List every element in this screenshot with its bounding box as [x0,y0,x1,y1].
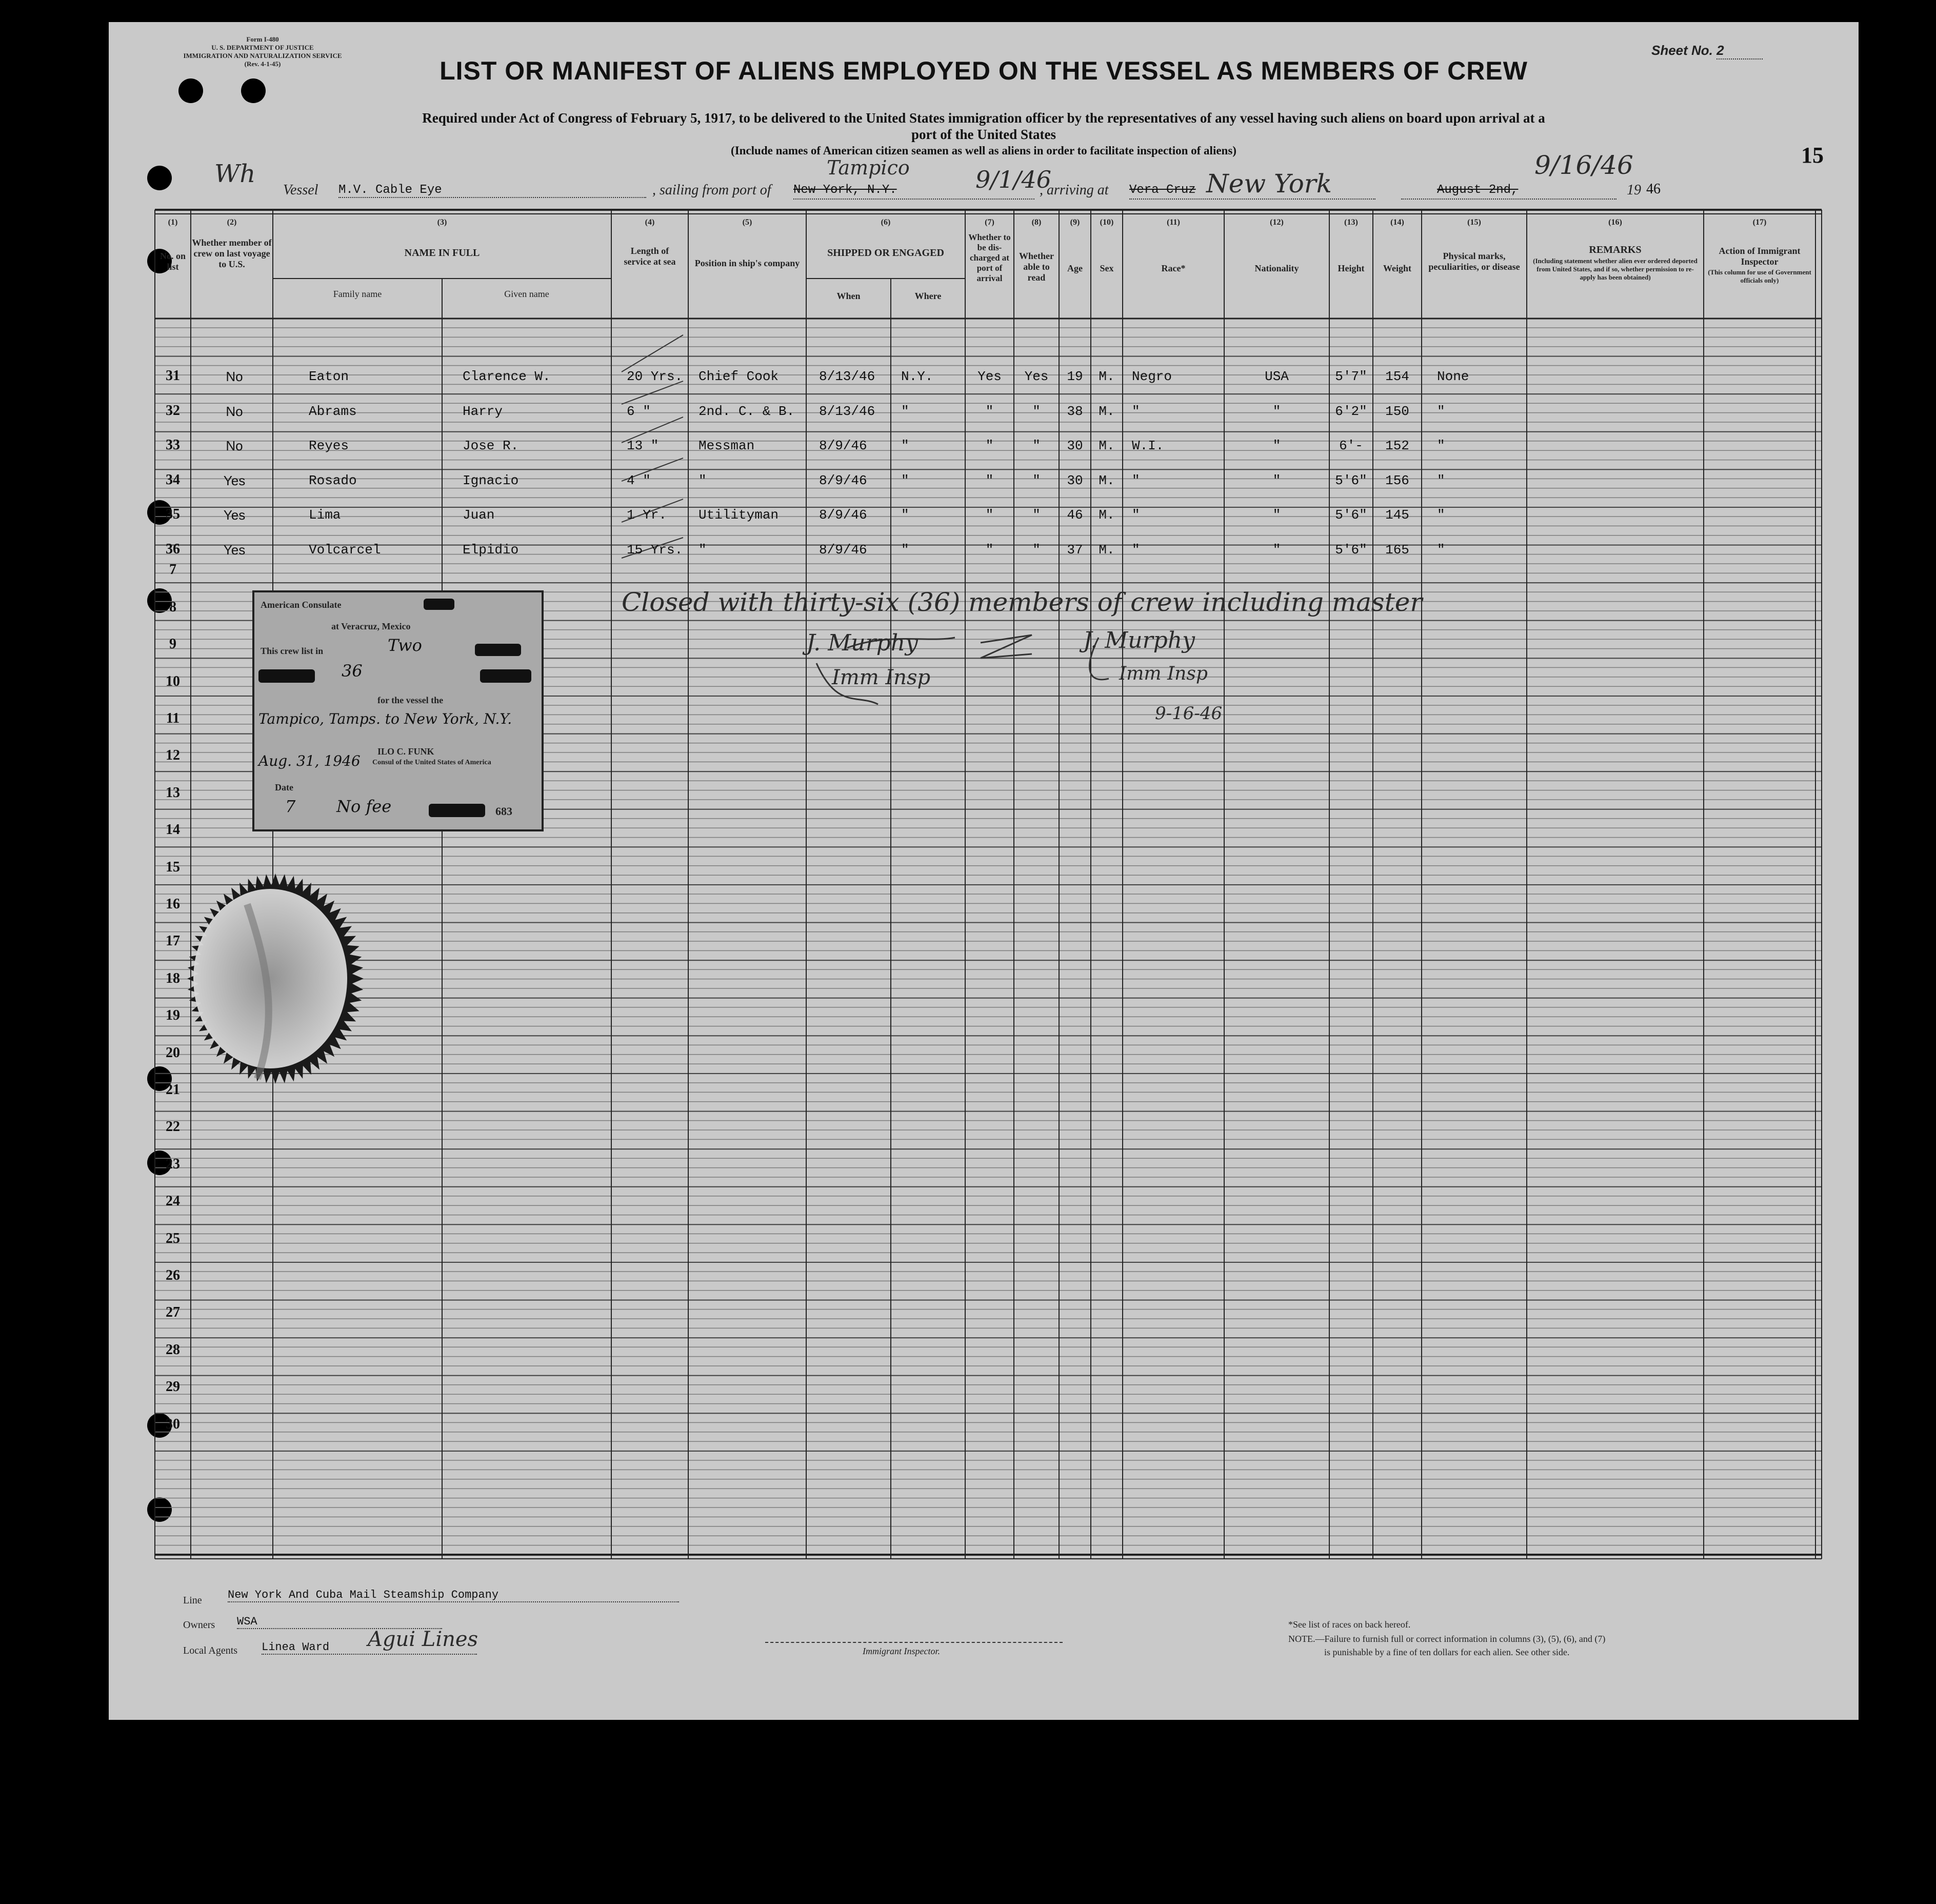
cell-height: 6'- [1339,438,1363,454]
notary-seal [186,863,365,1094]
stamp-blot [480,669,531,683]
row-number: 25 [166,1230,180,1246]
col-head-15: Physical marks, peculiarities, or disease [1428,251,1520,272]
col-num-16: (16) [1608,218,1622,227]
cell-given: Clarence W. [463,369,551,384]
cell-nationality: " [1272,507,1281,523]
cell-height: 5'6" [1335,507,1367,523]
row-number: 26 [166,1267,180,1283]
cell-sex: M. [1099,507,1115,523]
row-number: 14 [166,822,180,838]
row-number: 23 [166,1156,180,1172]
cell-service: 13 " [627,438,659,454]
cell-weight: 150 [1385,403,1409,419]
stamp-fee: No fee [336,797,392,816]
col-num-17: (17) [1752,218,1767,227]
col-num-13: (13) [1344,218,1358,227]
cell-when: 8/13/46 [819,369,875,384]
cell-height: 5'6" [1335,542,1367,558]
row-number: 35 [166,506,180,523]
col-head-3: NAME IN FULL [404,247,480,259]
row-number: 16 [166,896,180,912]
cell-service: 20 Yrs. [627,369,683,384]
cell-service: 4 " [627,472,651,488]
row-number: 36 [166,541,180,557]
stamp-consul-title: Consul of the United States of America [372,759,491,766]
stamp-line-4-value: 36 [342,661,363,681]
row-number: 13 [166,784,180,801]
stamp-line-3-value: Two [388,636,422,655]
cell-sex: M. [1099,542,1115,558]
footer-owners-value: WSA [237,1615,442,1629]
cell-nationality: " [1272,472,1281,488]
row-number: 31 [166,368,180,384]
stamp-route: Tampico, Tamps. to New York, N.Y. [258,710,512,727]
col-num-14: (14) [1390,218,1404,227]
footer-note-3: is punishable by a fine of ten dollars for each alien. See other side. [1324,1647,1570,1657]
cell-when: 8/13/46 [819,403,875,419]
col-num-9: (9) [1070,218,1080,227]
sailing-port-typed: New York, N.Y. [793,183,897,197]
consulate-stamp [252,590,544,831]
col-num-10: (10) [1100,218,1114,227]
sailing-port-handwritten: Tampico [827,156,910,179]
row-number: 30 [166,1416,180,1432]
row-number: 11 [166,710,180,726]
cell-family: Volcarcel [309,542,381,558]
col-head-10: Sex [1100,263,1114,273]
col-head-9: Age [1067,263,1083,273]
subtitle-line-3: (Include names of American citizen seamen as well as aliens in order to facilitate inspection of aliens) [731,144,1236,157]
closed-note: Closed with thirty-six (36) members of crew including master [622,587,1423,617]
col-head-14: Weight [1383,263,1411,273]
col-head-given: Given name [504,289,549,299]
col-head-where: Where [914,291,942,301]
col-num-12: (12) [1270,218,1284,227]
stamp-date-label: Date [275,782,293,792]
cell-marks: " [1437,542,1445,558]
cell-weight: 156 [1385,472,1409,488]
cell-race: " [1132,403,1140,419]
cell-weight: 152 [1385,438,1409,454]
cell-sex: M. [1099,438,1115,454]
footer-inspector-label: Immigrant Inspector. [863,1646,940,1656]
document-title: LIST OR MANIFEST OF ALIENS EMPLOYED ON THE VESSEL AS MEMBERS OF CREW [440,56,1528,85]
cell-given: Elpidio [463,542,519,558]
col-head-12: Nationality [1254,263,1299,273]
cell-last: Yes [223,507,246,523]
cell-nationality: USA [1265,369,1289,384]
service: IMMIGRATION AND NATURALIZATION SERVICE [183,52,342,60]
row-number: 17 [166,933,180,949]
sheet-label: Sheet No. [1651,43,1713,58]
col-num-11: (11) [1167,218,1180,227]
arriving-label: , arriving at [1040,182,1109,198]
row-number: 33 [166,437,180,453]
footer-line-label: Line [183,1595,202,1606]
cell-family: Reyes [309,438,349,454]
cell-nationality: " [1272,438,1281,454]
sailing-date-handwritten: 9/1/46 [975,166,1052,193]
cell-weight: 154 [1385,369,1409,384]
subtitle-line-1: Required under Act of Congress of February 5, 1917, to be delivered to the United States immigration officer by the representatives of any vessel having such aliens on board upon arrival at a [422,110,1545,126]
cell-age: 30 [1067,472,1083,488]
cell-weight: 145 [1385,507,1409,523]
year-prefix: 19 [1627,182,1641,198]
col-head-8: Whether able to read [1019,251,1054,283]
cell-when: 8/9/46 [819,507,867,523]
cell-discharged: Yes [977,369,1002,384]
col-num-2: (2) [227,218,237,227]
cell-where: " [901,403,909,419]
footer-line-value: New York And Cuba Mail Steamship Company [228,1589,679,1602]
row-number: 21 [166,1082,180,1098]
col-note-17: (This column for use of Government officials only) [1708,268,1811,284]
cell-given: Juan [463,507,495,523]
vessel-label: Vessel [283,182,318,198]
cell-age: 46 [1067,507,1083,523]
cell-service: 15 Yrs. [627,542,683,558]
cell-when: 8/9/46 [819,542,867,558]
col-head-4: Length of service at sea [624,246,676,267]
arrival-date-handwritten: 9/16/46 [1534,150,1633,180]
footer-note-2: NOTE.—Failure to furnish full or correct information in columns (3), (5), (6), and (7) [1288,1634,1606,1644]
cell-position: 2nd. C. & B. [698,403,795,419]
col-note-16: (Including statement whether alien ever ordered deported from United States, and if so, whether permission to re-apply has been obtained) [1533,257,1698,281]
cell-position: " [698,542,707,558]
row-number: 12 [166,747,180,764]
col-head-6: SHIPPED OR ENGAGED [827,247,944,259]
row-number: 29 [166,1379,180,1395]
cell-last: No [226,403,243,419]
col-head-1: No. on list [159,251,186,272]
cell-discharged: " [985,438,994,454]
cell-marks: " [1437,507,1445,523]
stamp-blot [475,644,521,656]
cell-where: " [901,438,909,454]
col-head-13: Height [1338,263,1365,273]
col-num-15: (15) [1467,218,1481,227]
col-head-17: Action of Immigrant Inspector [1719,246,1801,267]
footer-agents-handwritten: Agui Lines [368,1628,478,1651]
cell-sex: M. [1099,369,1115,384]
cell-read: " [1032,542,1041,558]
cell-position: Chief Cook [698,369,779,384]
inspector-signature-line [765,1642,1063,1643]
stamp-date: Aug. 31, 1946 [258,752,361,769]
row-number: 28 [166,1341,180,1358]
row-number: 10 [166,673,180,689]
cell-read: " [1032,438,1041,454]
arrival-date-typed: August 2nd, [1437,183,1519,197]
cell-discharged: " [985,507,994,523]
cell-race: " [1132,542,1140,558]
cell-race: " [1132,472,1140,488]
cell-sex: M. [1099,403,1115,419]
cell-discharged: " [985,403,994,419]
cell-height: 5'7" [1335,369,1367,384]
year-suffix: 46 [1646,181,1661,197]
vessel-name: M.V. Cable Eye [338,183,646,198]
signature-2-title: Imm Insp [1119,663,1208,684]
stamp-line-5: for the vessel the [377,695,444,705]
cell-race: W.I. [1132,438,1164,454]
cell-discharged: " [985,542,994,558]
footer-agents-label: Local Agents [183,1645,238,1656]
cell-service: 1 Yr. [627,507,667,523]
row-number: 22 [166,1119,180,1135]
cell-race: " [1132,507,1140,523]
cell-given: Ignacio [463,472,519,488]
signature-1: J. Murphy [806,630,918,656]
col-num-4: (4) [645,218,655,227]
cell-where: " [901,542,909,558]
footer-owners-label: Owners [183,1619,215,1631]
row-number: 34 [166,471,180,488]
cell-read: " [1032,403,1041,419]
footer-agents-value: Linea Ward [262,1641,477,1655]
cell-position: Messman [698,438,755,454]
cell-given: Harry [463,403,503,419]
stamp-service-no: 7 [285,797,296,816]
arriving-port-typed: Vera Cruz [1129,183,1196,197]
form-number: Form I-480 [246,35,279,43]
cell-age: 37 [1067,542,1083,558]
subtitle-line-2: port of the United States [911,127,1056,142]
cell-family: Abrams [309,403,357,419]
cell-nationality: " [1272,403,1281,419]
col-num-1: (1) [168,218,178,227]
cell-family: Rosado [309,472,357,488]
row-number: 32 [166,402,180,419]
vessel-initials: Wh [214,160,256,188]
stamp-line-1: American Consulate [261,600,342,610]
cell-marks: " [1437,472,1445,488]
col-head-16: REMARKS [1589,244,1642,255]
cell-when: 8/9/46 [819,472,867,488]
cell-last: No [226,438,243,454]
stamp-line-2: at Veracruz, Mexico [331,621,411,631]
col-head-when: When [836,291,861,301]
row-number: 9 [169,636,176,652]
cell-marks: None [1437,369,1469,384]
cell-family: Eaton [309,369,349,384]
cell-marks: " [1437,438,1445,454]
stamp-blot [258,669,315,683]
stamp-blot [429,804,485,817]
cell-last: Yes [223,472,246,488]
cell-read: " [1032,472,1041,488]
signature-2: J. Murphy [1083,627,1195,653]
department: U. S. DEPARTMENT OF JUSTICE [211,44,314,51]
col-num-5: (5) [742,218,752,227]
cell-last: No [226,369,243,384]
cell-where: " [901,472,909,488]
stamp-consul: ILO C. FUNK [377,746,434,757]
revision: (Rev. 4-1-45) [244,60,281,68]
sailing-label: , sailing from port of [652,182,771,198]
cell-family: Lima [309,507,341,523]
arriving-port-handwritten: New York [1206,169,1332,199]
cell-where: N.Y. [901,369,933,384]
col-num-3: (3) [437,218,447,227]
cell-nationality: " [1272,542,1281,558]
col-head-5: Position in ship's company [694,258,800,268]
col-num-7: (7) [985,218,994,227]
cell-discharged: " [985,472,994,488]
row-number: 18 [166,970,180,986]
row-number: 8 [169,599,176,615]
cell-race: Negro [1132,369,1172,384]
stamp-fee-no: 683 [495,805,512,818]
cell-last: Yes [223,542,246,558]
stamp-blot [424,599,454,610]
cell-read: " [1032,507,1041,523]
cell-position: Utilityman [698,507,779,523]
col-num-6: (6) [881,218,891,227]
cell-age: 30 [1067,438,1083,454]
manifest-sheet [109,22,1859,1720]
row-number: 7 [169,562,176,578]
cell-age: 19 [1067,369,1083,384]
cell-when: 8/9/46 [819,438,867,454]
footer-note-1: *See list of races on back hereof. [1288,1619,1411,1630]
cell-height: 5'6" [1335,472,1367,488]
cell-sex: M. [1099,472,1115,488]
stamp-line-3-label: This crew list in [261,646,324,656]
signature-2-date: 9-16-46 [1155,703,1223,724]
row-number: 27 [166,1304,180,1321]
cell-height: 6'2" [1335,403,1367,419]
col-head-family: Family name [333,289,382,299]
cell-position: " [698,472,707,488]
cell-service: 6 " [627,403,651,419]
page-number: 15 [1801,143,1824,168]
cell-read: Yes [1024,369,1049,384]
cell-age: 38 [1067,403,1083,419]
row-number: 24 [166,1193,180,1209]
cell-given: Jose R. [463,438,519,454]
signature-1-title: Imm Insp [832,666,931,689]
sheet-value: 2 [1717,43,1763,60]
col-num-8: (8) [1031,218,1042,227]
col-head-11: Race* [1161,263,1186,273]
cell-marks: " [1437,403,1445,419]
col-head-7: Whether to be dis-charged at port of arrival [968,232,1011,283]
row-number: 15 [166,859,180,875]
row-number: 20 [166,1044,180,1061]
col-head-2: Whether member of crew on last voyage to U.S. [192,237,272,269]
cell-where: " [901,507,909,523]
row-number: 19 [166,1007,180,1024]
cell-weight: 165 [1385,542,1409,558]
